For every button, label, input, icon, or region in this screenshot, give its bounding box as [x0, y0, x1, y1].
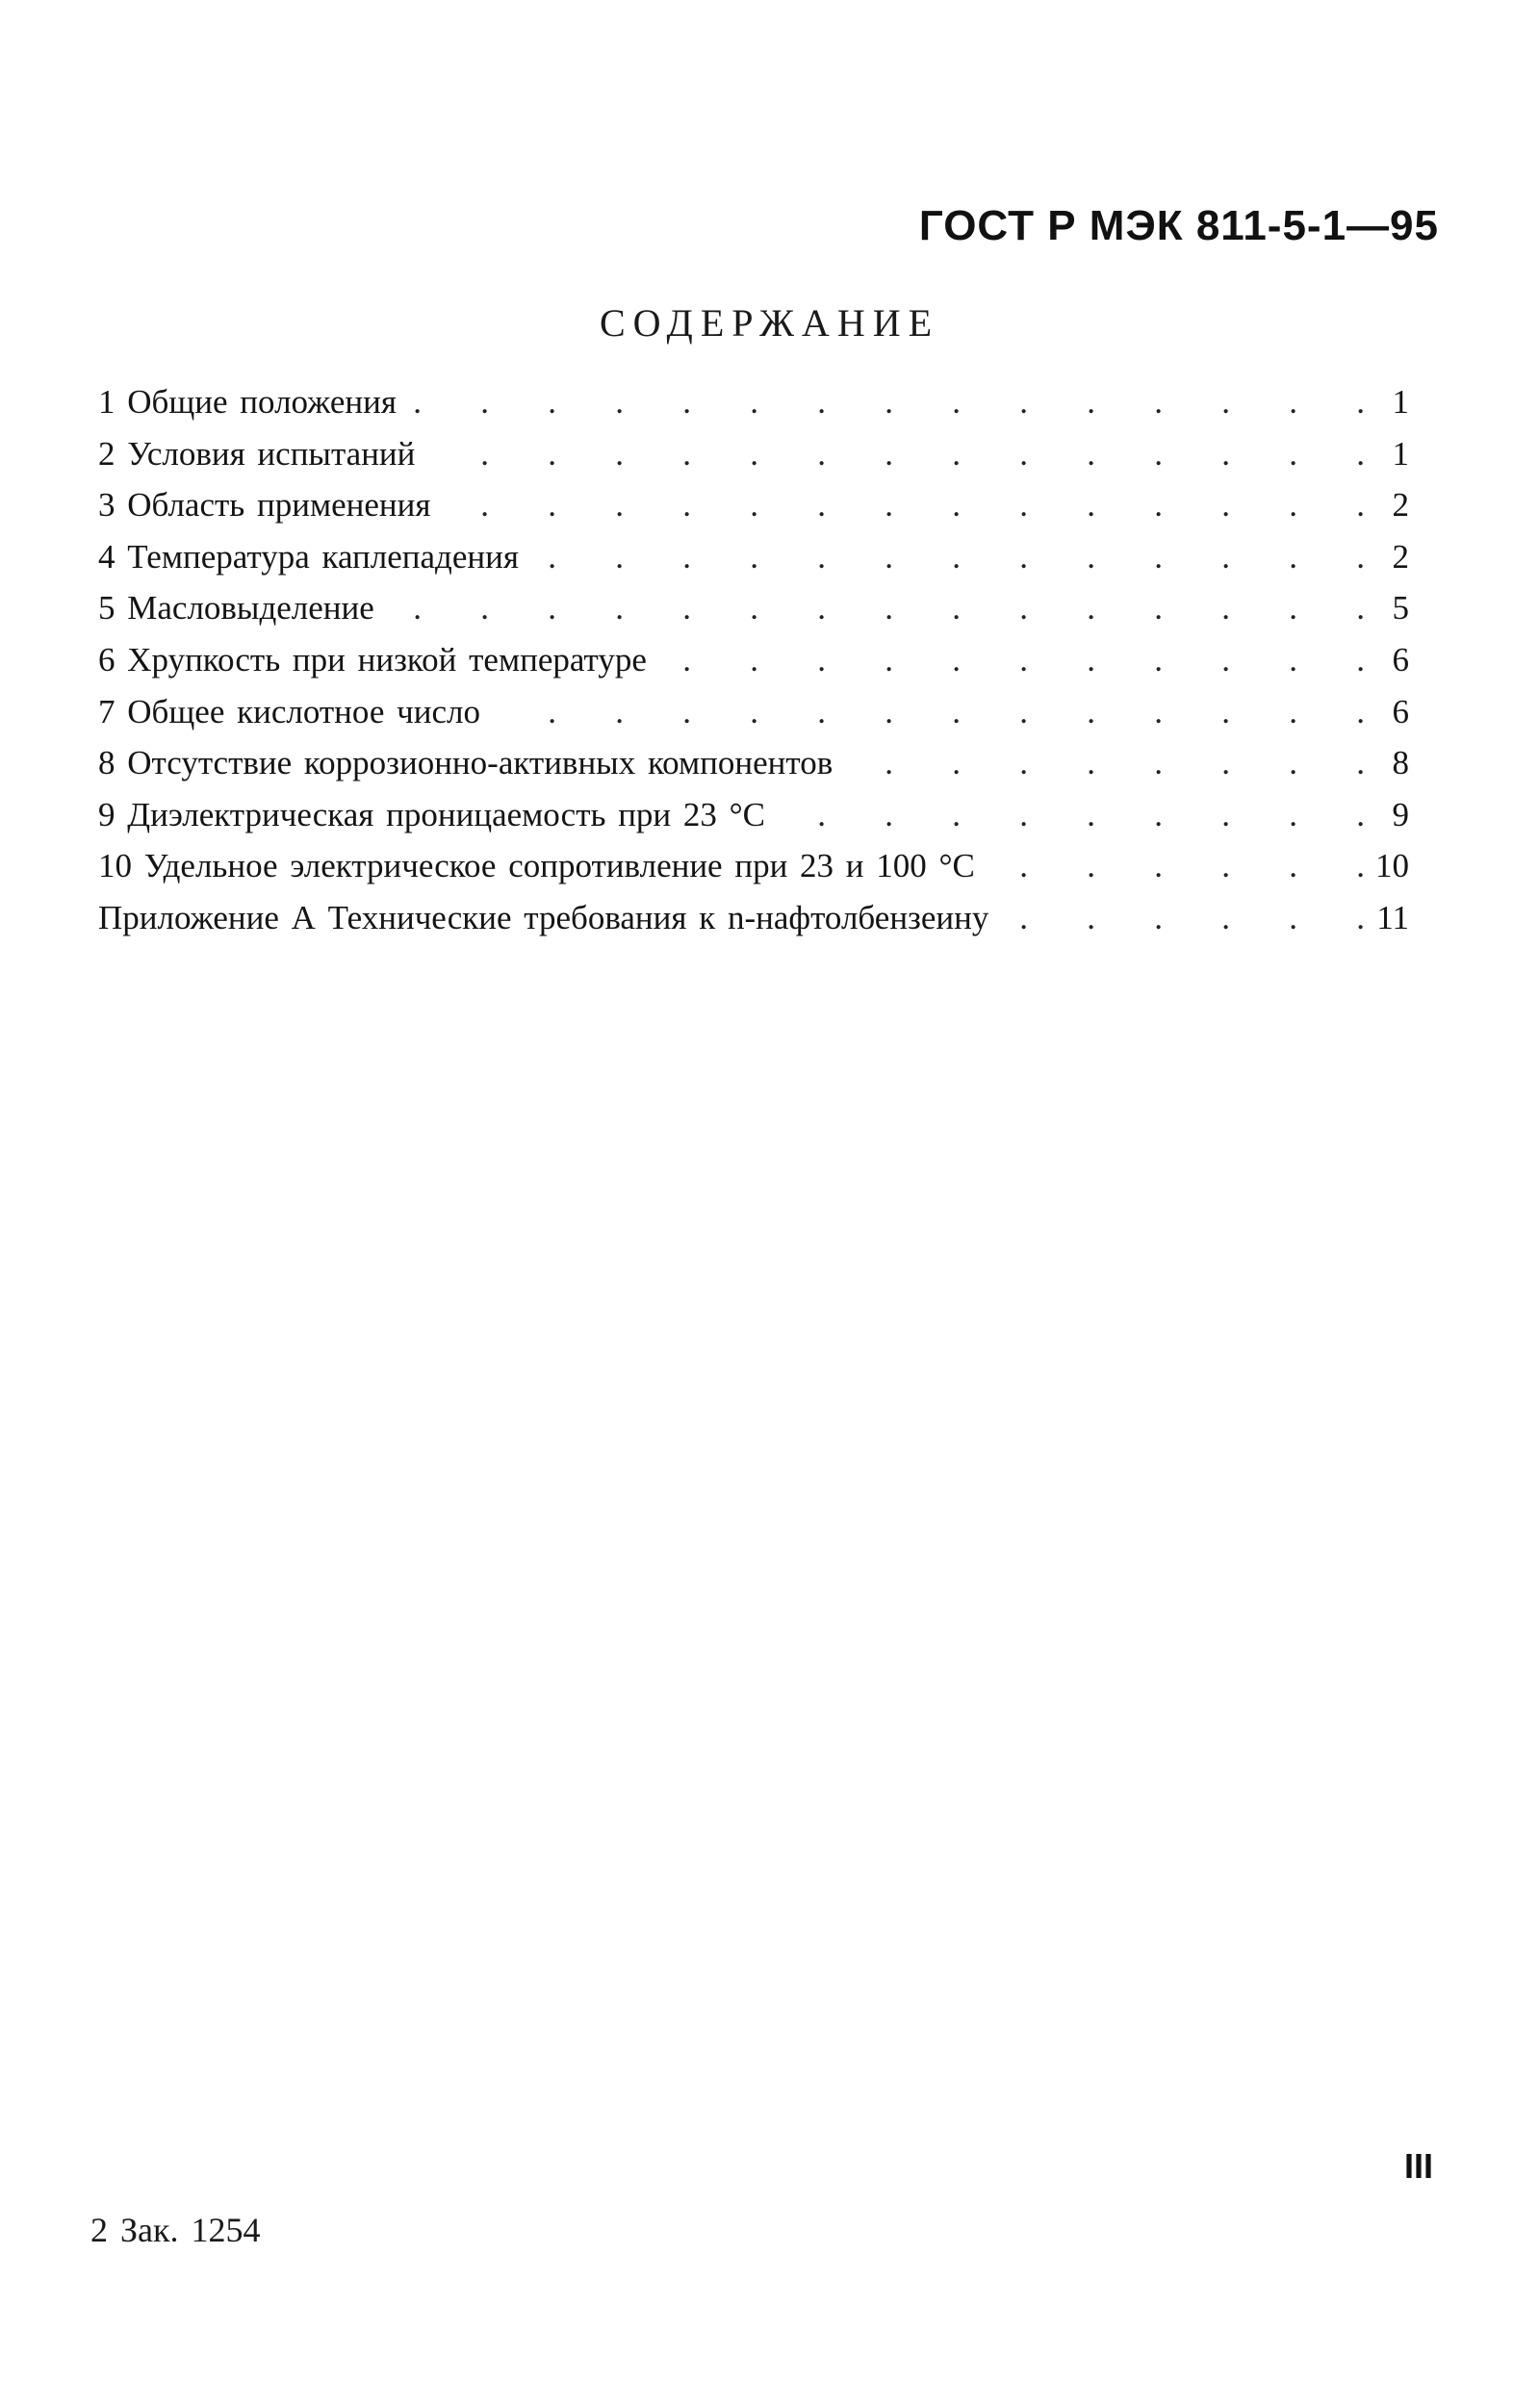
toc-entry-label: 10 Удельное электрическое сопротивление при 23 и 100 °С	[98, 847, 975, 885]
toc-entry-label: Приложение А Технические требования к n-нафтолбензеину	[98, 898, 989, 936]
toc-entry	[98, 538, 1409, 590]
dot-leader	[498, 693, 1365, 731]
toc-entry	[98, 641, 1409, 693]
dot-leader	[448, 486, 1365, 525]
toc-entry-page: 10	[1375, 847, 1409, 885]
toc-entry-label: 7 Общее кислотное число	[98, 692, 480, 730]
toc-entry	[98, 899, 1409, 951]
toc-entry	[98, 744, 1409, 796]
toc-entry	[98, 383, 1409, 435]
toc-entry-page: 5	[1392, 589, 1409, 628]
toc-entry	[98, 796, 1409, 848]
order-note: 2 Зак. 1254	[90, 2211, 261, 2249]
dot-leader	[992, 847, 1365, 885]
toc-entry-page: 9	[1392, 795, 1409, 833]
dot-leader	[782, 796, 1365, 834]
toc-entry-label: 4 Температура каплепадения	[98, 537, 519, 576]
toc-entry	[98, 435, 1409, 487]
table-of-contents	[98, 383, 1409, 951]
toc-entry	[98, 693, 1409, 745]
toc-entry	[98, 847, 1409, 899]
standard-code: ГОСТ Р МЭК 811-5-1—95	[918, 202, 1439, 249]
dot-leader	[432, 435, 1365, 474]
dot-leader	[392, 589, 1365, 628]
toc-entry-label: 1 Общие положения	[98, 383, 397, 421]
toc-entry	[98, 589, 1409, 641]
toc-entry-page: 11	[1376, 898, 1409, 936]
toc-entry-page: 1	[1392, 434, 1409, 473]
toc-entry	[98, 486, 1409, 538]
toc-title: СОДЕРЖАНИЕ	[599, 301, 940, 345]
toc-entry-label: 8 Отсутствие коррозионно-активных компонентов	[98, 744, 834, 782]
dot-leader	[536, 538, 1365, 576]
dot-leader	[664, 641, 1365, 679]
toc-entry-page: 6	[1392, 692, 1409, 730]
toc-entry-page: 6	[1392, 640, 1409, 679]
toc-entry-label: 6 Хрупкость при низкой температуре	[98, 640, 647, 679]
toc-entry-page: 2	[1392, 486, 1409, 525]
dot-leader	[414, 383, 1365, 422]
dot-leader	[850, 744, 1365, 782]
toc-entry-label: 9 Диэлектрическая проницаемость при 23 °С	[98, 795, 765, 833]
toc-entry-label: 2 Условия испытаний	[98, 434, 416, 473]
dot-leader	[1006, 899, 1365, 937]
toc-entry-page: 1	[1392, 383, 1409, 421]
toc-entry-label: 5 Масловыделение	[98, 589, 374, 628]
toc-entry-page: 8	[1392, 744, 1409, 782]
toc-entry-page: 2	[1392, 537, 1409, 576]
toc-entry-label: 3 Область применения	[98, 486, 431, 525]
page-number: III	[1403, 2146, 1433, 2186]
